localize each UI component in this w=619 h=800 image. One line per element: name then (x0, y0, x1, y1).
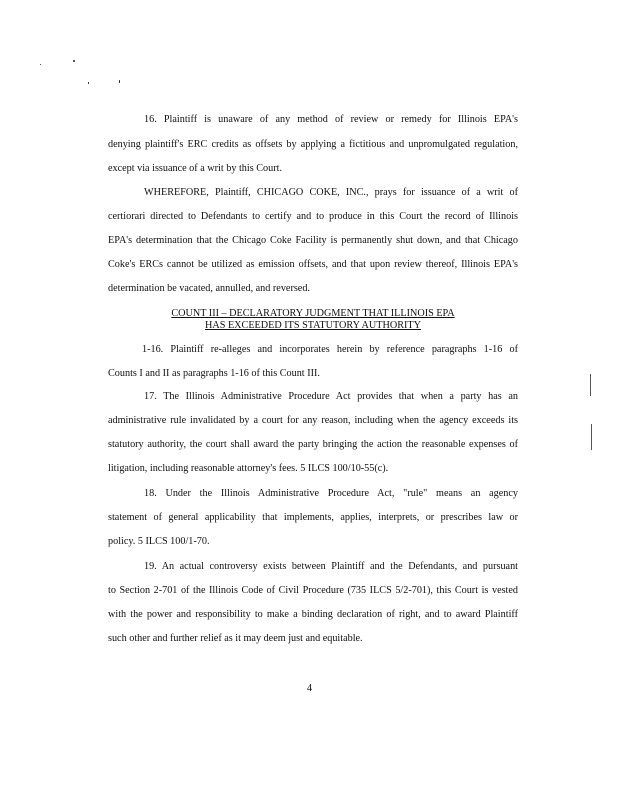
paragraph-16-line-1: 16. Plaintiff is unaware of any method of review or remedy for Illinois EPA's (144, 114, 518, 125)
paragraph-19-line-3: with the power and responsibility to make a binding declaration of right, and to award Plaintiff (108, 609, 518, 620)
wherefore-line-4: Coke's ERCs cannot be utilized as emission offsets, and that upon review thereof, Illinois EPA's (108, 259, 518, 270)
paragraph-17-line-1: 17. The Illinois Administrative Procedure Act provides that when a party has an (144, 391, 518, 402)
scan-speck (119, 80, 120, 83)
wherefore-line-1: WHEREFORE, Plaintiff, CHICAGO COKE, INC., prays for issuance of a writ of (144, 187, 518, 198)
paragraph-19-line-1: 19. An actual controversy exists between Plaintiff and the Defendants, and pursuant (144, 561, 518, 572)
wherefore-line-3: EPA's determination that the Chicago Coke Facility is permanently shut down, and that Chicago (108, 235, 518, 246)
paragraph-1-16-line-2: Counts I and II as paragraphs 1-16 of this Count III. (108, 368, 320, 379)
wherefore-line-5: determination be vacated, annulled, and reversed. (108, 283, 310, 294)
scan-edge-mark (591, 424, 592, 450)
scan-speck (40, 64, 41, 65)
count-heading-line-1: COUNT III – DECLARATORY JUDGMENT THAT ILLINOIS EPA (171, 308, 455, 319)
scan-speck (88, 82, 89, 84)
paragraph-19-line-2: to Section 2-701 of the Illinois Code of Civil Procedure (735 ILCS 5/2-701), this Court is vested (108, 585, 518, 596)
paragraph-17-line-2: administrative rule invalidated by a court for any reason, including when the agency exceeds its (108, 415, 518, 426)
paragraph-17-line-3: statutory authority, the court shall award the party bringing the action the reasonable expenses of (108, 439, 518, 450)
scan-edge-mark (590, 374, 591, 396)
paragraph-16-line-3: except via issuance of a writ by this Court. (108, 163, 282, 174)
paragraph-1-16-line-1: 1-16. Plaintiff re-alleges and incorporates herein by reference paragraphs 1-16 of (142, 344, 518, 355)
paragraph-17-line-4: litigation, including reasonable attorney's fees. 5 ILCS 100/10-55(c). (108, 463, 389, 474)
paragraph-19-line-4: such other and further relief as it may deem just and equitable. (108, 633, 363, 644)
page-number: 4 (306, 683, 313, 694)
paragraph-18-line-2: statement of general applicability that implements, applies, interprets, or prescribes law or (108, 512, 518, 523)
paragraph-16-line-2: denying plaintiff's ERC credits as offsets by applying a fictitious and unpromulgated regulation, (108, 139, 518, 150)
wherefore-line-2: certiorari directed to Defendants to certify and to produce in this Court the record of Illinois (108, 211, 518, 222)
paragraph-18-line-3: policy. 5 ILCS 100/1-70. (108, 536, 210, 547)
count-heading-line-2: HAS EXCEEDED ITS STATUTORY AUTHORITY (205, 320, 421, 331)
paragraph-18-line-1: 18. Under the Illinois Administrative Procedure Act, "rule" means an agency (144, 488, 518, 499)
scan-speck (73, 60, 75, 62)
